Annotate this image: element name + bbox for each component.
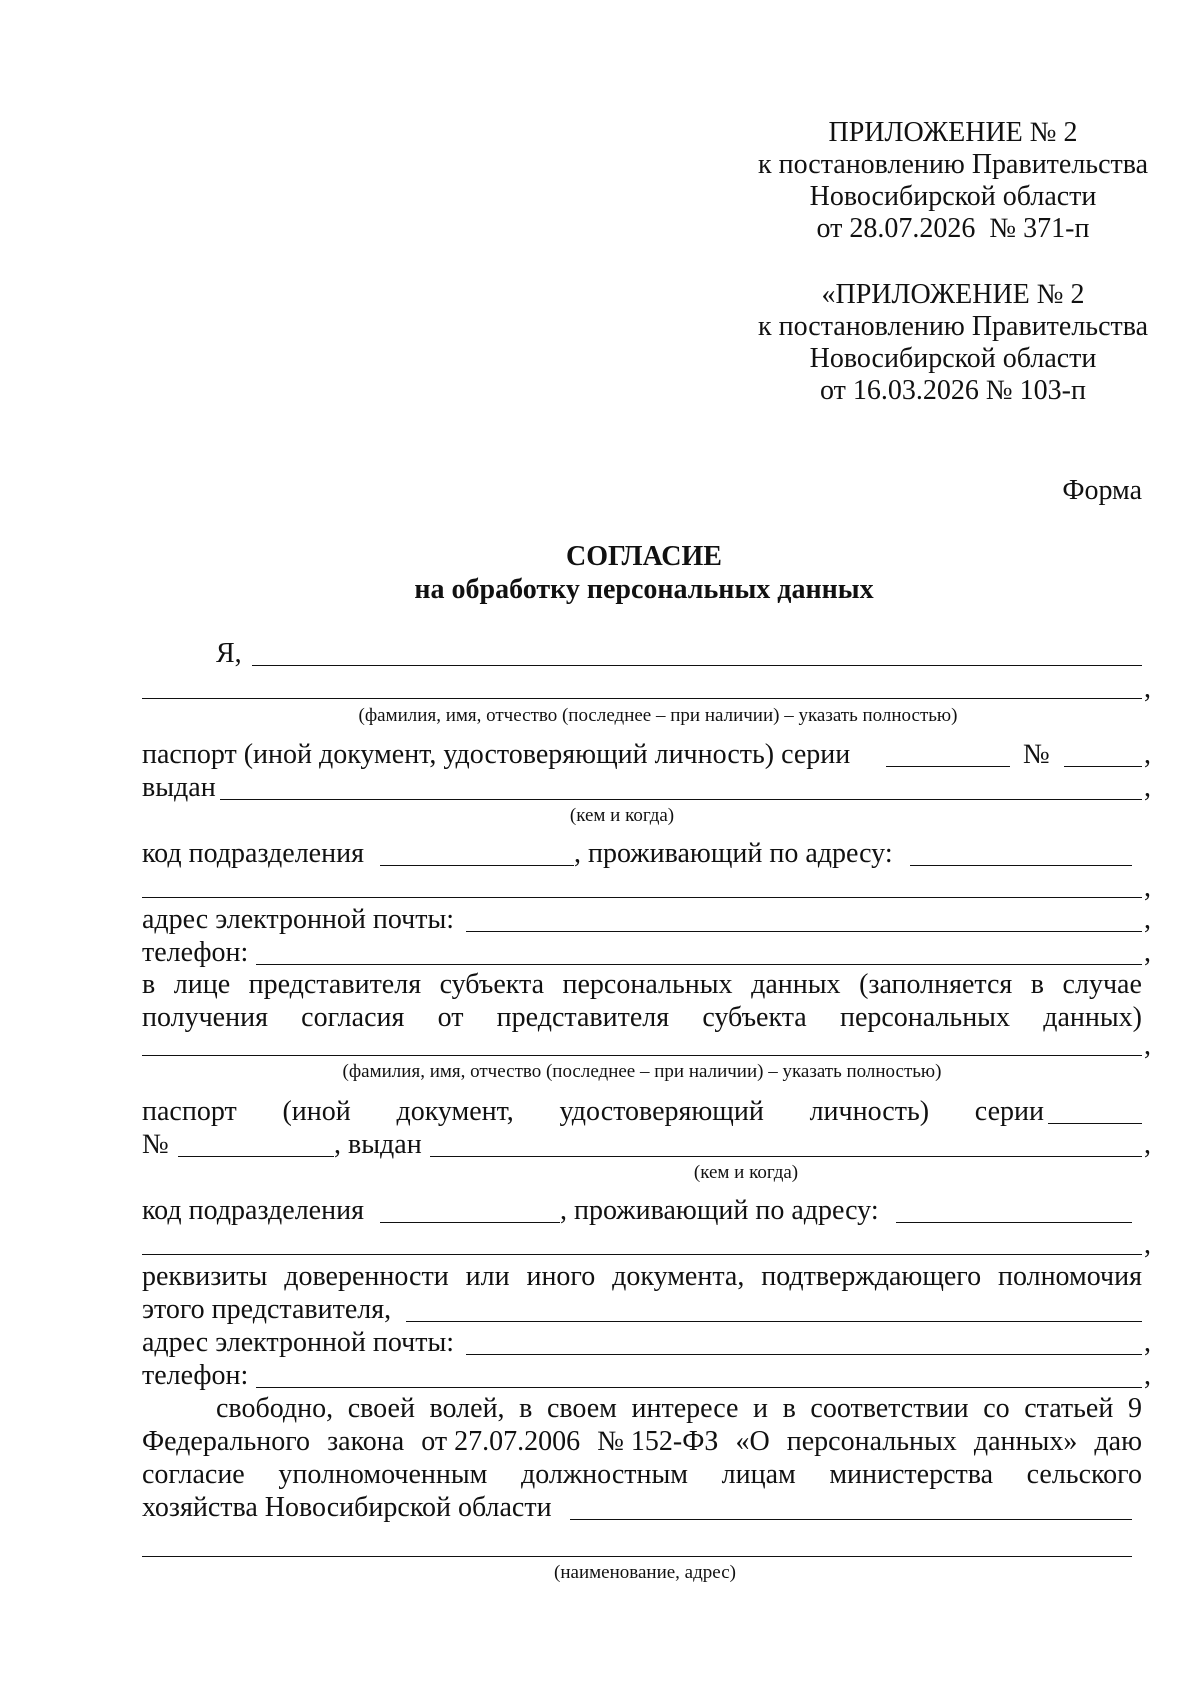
address-field-2[interactable]	[142, 897, 1142, 898]
word: удостоверяющий	[559, 1096, 764, 1127]
word: реквизиты	[142, 1261, 268, 1292]
document-title: СОГЛАСИЕ	[566, 541, 722, 572]
word: личность)	[809, 1096, 930, 1127]
rep-number-sign: №	[142, 1129, 169, 1160]
consent-line-1	[216, 1395, 1142, 1423]
word: случае	[1062, 969, 1142, 1000]
word: лице	[173, 969, 231, 1000]
word: персональных	[786, 1426, 957, 1457]
word: персональных	[562, 969, 733, 1000]
word: подтверждающего	[761, 1261, 982, 1292]
word: свободно,	[216, 1393, 334, 1424]
word: документ,	[396, 1096, 514, 1127]
fio-line-1[interactable]	[252, 665, 1142, 666]
rep-email-field[interactable]	[466, 1354, 1142, 1355]
rep-address-field-2[interactable]	[142, 1254, 1142, 1255]
original-appendix-line-2: к постановлению Правительства	[757, 311, 1149, 342]
rep-address-field-1[interactable]	[896, 1222, 1132, 1223]
word: получения	[142, 1002, 268, 1033]
rep-email-label: адрес электронной почты:	[142, 1327, 455, 1358]
appendix-line-2: к постановлению Правительства	[757, 149, 1149, 180]
issued-label: выдан	[142, 772, 216, 803]
comma: ,	[1144, 673, 1151, 704]
representative-line-2	[142, 1004, 1142, 1032]
comma: ,	[1144, 1229, 1151, 1260]
word: согласие	[142, 1459, 245, 1490]
comma: ,	[1144, 872, 1151, 903]
word: иного	[526, 1261, 596, 1292]
comma: ,	[1144, 1327, 1151, 1358]
word: (заполняется	[859, 969, 1013, 1000]
word: закона	[327, 1426, 405, 1457]
word: согласия	[301, 1002, 405, 1033]
word: должностным	[520, 1459, 689, 1490]
word: данных	[751, 969, 841, 1000]
comma: ,	[1144, 1129, 1151, 1160]
word: в	[782, 1393, 796, 1424]
appendix-line-3: Новосибирской области	[809, 181, 1097, 212]
passport-series-field[interactable]	[886, 766, 1010, 767]
word: соответствии	[810, 1393, 969, 1424]
word: субъекта	[702, 1002, 807, 1033]
word: персональных	[839, 1002, 1010, 1033]
representative-line-1	[142, 971, 1142, 999]
operator-field-2[interactable]	[142, 1556, 1132, 1557]
address-field-1[interactable]	[910, 865, 1132, 866]
phone-field[interactable]	[256, 964, 1142, 965]
word: № 152-ФЗ	[597, 1426, 719, 1457]
word: полномочия	[997, 1261, 1142, 1292]
original-appendix-title: «ПРИЛОЖЕНИЕ № 2	[821, 279, 1085, 310]
rep-address-label: , проживающий по адресу:	[560, 1195, 879, 1226]
word: министерства	[829, 1459, 994, 1490]
rep-fio-caption: (фамилия, имя, отчество (последнее – при наличии) – указать полностью)	[342, 1061, 942, 1082]
word: или	[465, 1261, 510, 1292]
comma: ,	[1144, 739, 1151, 770]
rep-issued-label: , выдан	[334, 1129, 422, 1160]
original-appendix-date: от 16.03.2026 № 103-п	[820, 375, 1086, 406]
rep-issued-by-caption: (кем и когда)	[693, 1162, 799, 1183]
rep-passport-number-field[interactable]	[178, 1156, 334, 1157]
address-label: , проживающий по адресу:	[574, 838, 893, 869]
word: паспорт	[142, 1096, 237, 1127]
word: своем	[546, 1393, 617, 1424]
word: от	[437, 1002, 464, 1033]
division-code-field[interactable]	[380, 865, 574, 866]
issued-by-field[interactable]	[220, 799, 1142, 800]
rep-fio-field[interactable]	[142, 1055, 1142, 1056]
rep-division-code-field[interactable]	[380, 1222, 560, 1223]
poa-field[interactable]	[406, 1321, 1142, 1322]
comma: ,	[1144, 1030, 1151, 1061]
consent-line-2	[142, 1428, 1142, 1456]
passport-number-field[interactable]	[1064, 766, 1142, 767]
word: в	[142, 969, 156, 1000]
word: в	[519, 1393, 533, 1424]
word: интересе	[631, 1393, 739, 1424]
ya-label: Я,	[216, 638, 242, 669]
original-appendix-line-3: Новосибирской области	[809, 343, 1097, 374]
word: статьей	[1024, 1393, 1114, 1424]
word: со	[983, 1393, 1010, 1424]
phone-label: телефон:	[142, 937, 249, 968]
rep-issued-by-field[interactable]	[430, 1156, 1142, 1157]
operator-field-1[interactable]	[570, 1519, 1132, 1520]
word: и	[753, 1393, 769, 1424]
word: данных»	[973, 1426, 1078, 1457]
word: представителя	[496, 1002, 670, 1033]
document-subtitle: на обработку персональных данных	[414, 574, 874, 605]
comma: ,	[1144, 772, 1151, 803]
passport-label: паспорт (иной документ, удостоверяющий личность) серии	[142, 739, 851, 770]
word: «О	[735, 1426, 770, 1457]
poa-line-1	[142, 1263, 1142, 1291]
fio-caption: (фамилия, имя, отчество (последнее – при наличии) – указать полностью)	[358, 705, 958, 726]
rep-division-code-label: код подразделения	[142, 1195, 364, 1226]
word: (иной	[282, 1096, 351, 1127]
rep-passport-series-field[interactable]	[1048, 1123, 1142, 1124]
word: сельского	[1026, 1459, 1142, 1490]
word: 9	[1127, 1393, 1142, 1424]
division-code-label: код подразделения	[142, 838, 364, 869]
word: документа,	[612, 1261, 745, 1292]
comma: ,	[1144, 904, 1151, 935]
word: даю	[1094, 1426, 1142, 1457]
fio-line-2[interactable]	[142, 698, 1142, 699]
comma: ,	[1144, 937, 1151, 968]
word: субъекта	[439, 969, 544, 1000]
word: представителя	[248, 969, 422, 1000]
word: серии	[974, 1096, 1044, 1127]
name-address-caption: (наименование, адрес)	[554, 1562, 736, 1583]
rep-phone-field[interactable]	[256, 1387, 1142, 1388]
word: в	[1030, 969, 1045, 1000]
poa-line-2: этого представителя,	[142, 1294, 392, 1325]
word: от 27.07.2006	[421, 1426, 581, 1457]
word: Федерального	[142, 1426, 311, 1457]
appendix-date: от 28.07.2026 № 371-п	[816, 213, 1090, 244]
word: лицам	[721, 1459, 796, 1490]
form-label: Форма	[1062, 475, 1142, 506]
issued-by-caption: (кем и когда)	[569, 805, 675, 826]
comma: ,	[1144, 1360, 1151, 1391]
word: своей	[347, 1393, 415, 1424]
word: уполномоченным	[278, 1459, 488, 1490]
passport-number-sign: №	[1023, 739, 1050, 770]
consent-line-3	[142, 1461, 1142, 1489]
consent-line-4: хозяйства Новосибирской области	[142, 1492, 552, 1523]
appendix-title: ПРИЛОЖЕНИЕ № 2	[828, 117, 1078, 148]
word: волей,	[429, 1393, 505, 1424]
word: доверенности	[284, 1261, 449, 1292]
email-label: адрес электронной почты:	[142, 904, 455, 935]
email-field[interactable]	[466, 931, 1142, 932]
word: данных)	[1043, 1002, 1142, 1033]
rep-passport-line	[142, 1098, 1044, 1126]
rep-phone-label: телефон:	[142, 1360, 249, 1391]
